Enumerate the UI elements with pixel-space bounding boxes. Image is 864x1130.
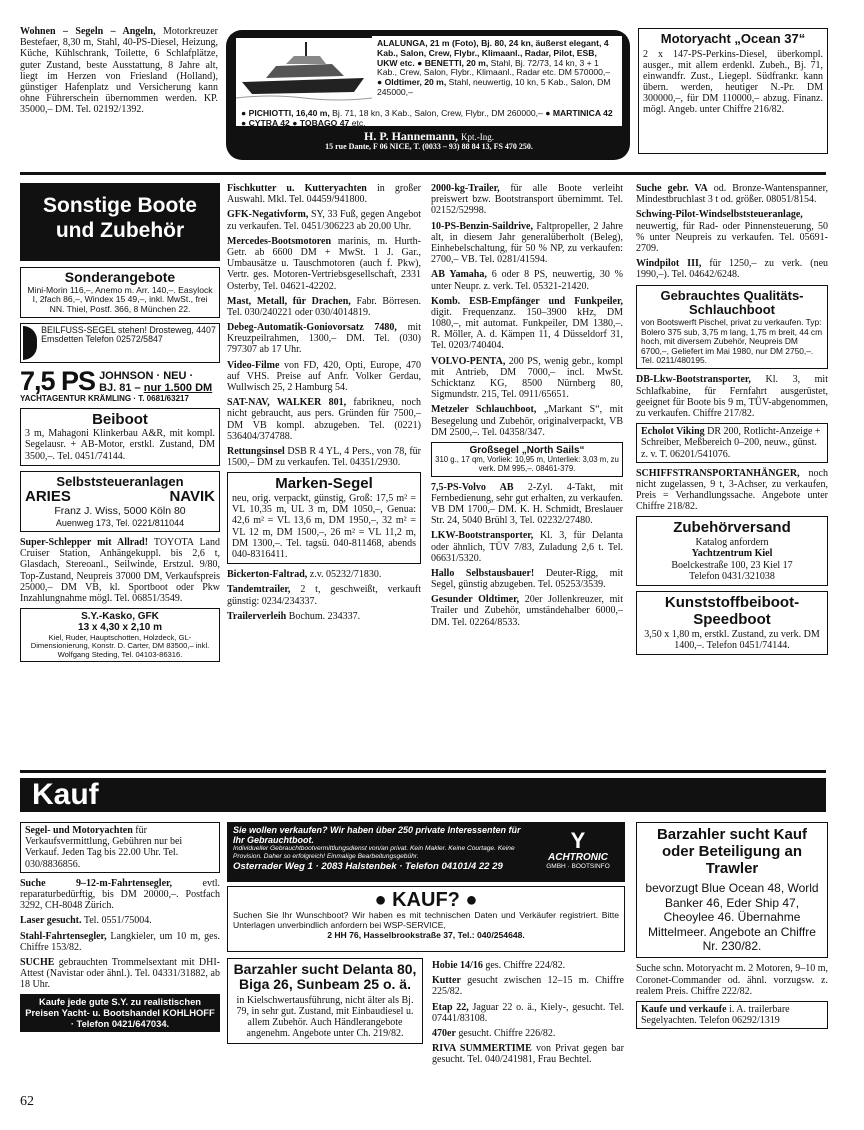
- ad-lead: Tandemtrailer,: [227, 584, 291, 596]
- ad-text: marinis, m. Hurth-Getr. ab 6600 DM + MwSt. 1 J. Gar., Umbausätze u. Tauschmotoren (auch f. Pkw), Vertr. ges. Motoren-Vertriebsgesellschaft, 2331 Osterby, Tel. 04621-42202.: [227, 235, 422, 292]
- classified-ad: [227, 209, 421, 231]
- hannemann-cytra: CYTRA 42: [248, 117, 290, 128]
- beilfuss-logo-icon: [23, 326, 37, 360]
- ad-text: 200 PS, wenig gebr., kompl mit Antrieb, DM 7000,– incl. MwSt. Schicktanz KG, 8500 Nürnberg 80, Sigmundstr. 215, Tel. 0911/65651.: [431, 355, 624, 401]
- ad-text: Kl. 3, mit Schlafkabine, für Fernfahrt ausgerüstet, geeignet für Boote bis 9 m, TÜV-abgenommen, zu verkaufen. Chiffre 217/82.: [636, 374, 828, 419]
- classified-ad: [431, 183, 623, 217]
- ad-marken-segel: [227, 472, 421, 564]
- yacht-image: [236, 38, 372, 108]
- classified-ad: [636, 468, 828, 513]
- ad-sub: Katalog anfordern: [695, 537, 769, 549]
- ad-lead: Komb. ESB-Empfänger und Funkpeiler,: [431, 295, 623, 307]
- ad-ocean37: [638, 28, 828, 154]
- ad-lead: Laser gesucht.: [20, 915, 82, 927]
- classified-ad: [20, 957, 220, 991]
- ad-lead: Stahl-Fahrtensegler,: [20, 930, 107, 942]
- column-4: [636, 183, 828, 660]
- classified-ad: [227, 569, 421, 580]
- ad-lead: Windpilot III,: [636, 258, 702, 270]
- ad-text: BEILFUSS-SEGEL stehen! Drosteweg, 4407 Emsdetten Telefon 02572/5847: [41, 324, 216, 345]
- hannemann-alalunga: ALALUNGA, 21 m (Foto), Bj. 80, 24 kn, äußerst elegant, 4 Kab., Salon, Crew, Flybr., Klimaanl., Radar, Pilot, ESB, UKW etc.: [377, 38, 609, 68]
- ad-text: von Bootswerft Pischel, privat zu verkaufen. Typ: Bolero 375 sub, 3,75 m lang, 1,75 m breit, 44 cm hoch, mit diversem Zubehör, Neupreis DM 6700,–, Geliefert im Mai 1980, nur DM 2750,–. Tel. 0211/480195.: [641, 317, 823, 365]
- ad-text: Langkieler, um 10 m, ges. Chiffre 153/82.: [20, 930, 221, 953]
- johnson-agent: YACHTAGENTUR KRÄMLING · T. 0681/63217: [20, 393, 189, 403]
- brand-aries: ARIES: [25, 488, 71, 506]
- ad-address: 2 HH 76, Hasselbrookstraße 37, Tel.: 040/254648.: [327, 929, 525, 940]
- ad-text: Individueller Gebrauchtbootvermittlungsdienst von/an privat. Kein Makler. Keine Courtage. Keine Provision. Daher so erfolgreich! Einmalige Bearbeitungsgebühr.: [233, 845, 515, 860]
- classified-ad: [431, 296, 623, 352]
- ad-title: Großsegel „North Sails“: [469, 444, 585, 456]
- hannemann-name: H. P. Hannemann,: [364, 129, 458, 143]
- ad-phone: Auenweg 173, Tel. 0221/811044: [55, 517, 185, 528]
- ad-text: Jaguar 22 o. ä., Kiely-, gesucht. Tel. 07441/83108.: [432, 1001, 625, 1024]
- ad-zubehoerversand: [636, 516, 828, 586]
- ad-text: gesucht. Chiffre 226/82.: [458, 1027, 556, 1039]
- kauf-column-4: [636, 822, 828, 1034]
- ad-text: mit Kreuzpeilrahmen, 1300,– DM. Tel. (030) 797307 ab 17 Uhr.: [227, 322, 421, 356]
- ad-lead: SAT-NAV, WALKER 801,: [227, 397, 347, 409]
- yacht-photo: [236, 38, 372, 108]
- johnson-price: nur 1.500 DM: [143, 382, 213, 395]
- ad-phone: Telefon 0431/321038: [689, 570, 775, 582]
- ad-lead: Segel- und Motoryachten: [25, 825, 133, 836]
- classified-ad: [636, 258, 828, 280]
- ad-company: Yachtzentrum Kiel: [691, 548, 773, 560]
- logo-text: ACHTRONIC: [548, 852, 608, 863]
- ad-text: z.v. 05232/71830.: [309, 569, 382, 581]
- hannemann-text-2: ● PICHIOTTI, 16,40 m, Bj. 71, 18 kn, 3 Kab., Salon, Crew, Flybr., DM 260000,– ● MARTINICA 42 ● CYTRA 42 ● TOBAGO 47 etc.: [236, 108, 622, 126]
- ad-lead: Suche 9–12-m-Fahrtensegler,: [20, 877, 173, 889]
- ad-lead: Hobie 14/16: [432, 960, 483, 971]
- ad-lead: GFK-Negativform,: [227, 209, 309, 221]
- ad-lead: Hallo Selbstausbauer!: [431, 567, 535, 579]
- ad-lead: Echolot Viking: [641, 426, 705, 438]
- ad-wsp-service: [227, 886, 625, 952]
- ad-title: S.Y.-Kasko, GFK: [81, 611, 159, 623]
- hannemann-title: Kpt.-Ing.: [460, 132, 494, 142]
- ad-kunststoffbeiboot: [636, 591, 828, 655]
- ad-lead: Bickerton-Faltrad,: [227, 569, 308, 581]
- ad-text: Motorkreuzer Bestefaer, 8,30 m, Stahl, 40-PS-Diesel, Heizung, Küche, Kühlschrank, Toilette, 6 Schlafplätze, guter Zustand, beste Ausstattung, 8 Jahre alt, liegt im Herzen von Friesland (Holland), günstiger Hafenplatz und Versicherung kann ohne Führerschein übernommen werden. KP. 35000,– DM. Tel. 02192/1392.: [20, 26, 219, 116]
- classified-ad: [431, 594, 623, 628]
- ad-text: Kl. 3, für Delanta oder ähnlich, TÜV 7/83, Zuladung 2,6 t. Tel. 06631/5320.: [431, 530, 623, 564]
- classified-ad: [20, 931, 220, 953]
- ad-text: gebrauchten Trommelsextant mit DHI-Attest (Navistar oder ähnl.). Tel. 04331/31882, ab 18 Uhr.: [20, 956, 220, 991]
- ad-kohlhoff: [20, 994, 220, 1032]
- classified-ad: [432, 975, 624, 997]
- ad-text: „Markant S“, mit Besegelung und Zubehör, originalverpackt, VB DM 2500,–. Tel. 04358/347.: [431, 404, 624, 438]
- ad-text: 20er Jollenkreuzer, mit Trailer und Zubehör, umständehalber 6000,– DM. Tel. 02264/8533.: [431, 594, 623, 628]
- hannemann-benetti-text: Stahl, Bj. 72/73, 14 kn, 3 + 1 Kab., Crew, Salon, Flybr., Klimaanl., Radar etc. DM 570000,–: [377, 57, 611, 78]
- ad-text: Bochum. 234337.: [288, 610, 361, 622]
- ad-text: Tel. 0551/75004.: [83, 915, 152, 927]
- johnson-name: JOHNSON · NEU ·: [99, 369, 194, 382]
- classified-ad: [431, 530, 623, 564]
- ad-text: in großer Auswahl. Mkl. Tel. 04459/941800.: [227, 183, 422, 206]
- top-left-column: [20, 26, 218, 120]
- ad-lead: Video-Filme: [227, 359, 280, 371]
- ad-text: SY, 33 Fuß, gegen Angebot zu verkaufen. Tel. 0451/306223 ab 20.00 Uhr.: [227, 209, 421, 232]
- hannemann-pichiotti: PICHIOTTI, 16,40 m,: [248, 108, 330, 118]
- hannemann-pichiotti-text: Bj. 71, 18 kn, 3 Kab., Salon, Crew, Flybr., DM 260000,–: [332, 108, 543, 118]
- ad-text: bevorzugt Blue Ocean 48, World Banker 46, Eder Ship 47, Cheoylee 46. Übernahme Mittelmeer. Angebote an Chiffre Nr. 230/82.: [645, 881, 819, 953]
- ad-text: von FD, 420, Opti, Europe, 470 auf VHS. Preise auf Anfr. Volker Gerdau, Wullwisch 25, 2 Hamburg 54.: [227, 359, 421, 393]
- classified-ad: [227, 611, 421, 622]
- ad-text: DR 200, Rotlicht-Anzeige + Schreiber, Meßbereich 0–200, neuw., günst. z. v. T. 06201/541076.: [641, 426, 821, 460]
- ad-lead: SUCHE: [20, 956, 55, 968]
- ad-text: TOYOTA Land Cruiser Station, Anhängekuppl. bis 2,6 t, Glasdach, Stereoanl., Seilwinde, Erstzul. 9/80, Top-Zustand, Neupreis 37000 DM, Verkaufspreis 25000,– DM VB, kl. Sportboot oder Pkw Inzahlungnahme mögl. Tel. 06851/3549.: [20, 537, 220, 604]
- hannemann-text: ALALUNGA, 21 m (Foto), Bj. 80, 24 kn, äußerst elegant, 4 Kab., Salon, Crew, Flybr., Klimaanl., Radar, Pilot, ESB, UKW etc. ● BENETTI, 20 m, Stahl, Bj. 72/73, 14 kn, 3 + 1 Kab., Crew, Salon, Flybr., Klimaanl., Radar etc. DM 570000,– ● Oldtimer, 20 m, Stahl, neuwertig, 10 kn, 5 Kab., Salon, DM 245000,–: [372, 36, 622, 126]
- classified-ad: [20, 915, 220, 926]
- ad-title: Marken-Segel: [275, 475, 373, 493]
- classified-ad: [432, 1028, 624, 1039]
- classified-ad: [227, 296, 421, 318]
- ad-text: Faltpropeller, 2 Jahre alt, in diesem Jahr generalüberholt (Beleg), Einhebelschaltung, für 50 % NP, zu verkaufen: 2700,– VB. Tel. 0281/41594.: [431, 220, 623, 266]
- classified-ad: [432, 1002, 624, 1024]
- classified-ad: [431, 221, 623, 266]
- ad-address: Osterrader Weg 1 · 2083 Halstenbek · Telefon 04101/4 22 29: [233, 860, 503, 872]
- ad-kasko: [20, 608, 220, 662]
- ad-echolot: [636, 423, 828, 463]
- ad-title: Zubehörversand: [673, 519, 791, 537]
- ad-title: Motoryacht „Ocean 37“: [660, 31, 806, 46]
- ad-lead: RIVA SUMMERTIME: [432, 1043, 532, 1055]
- classified-ad: [432, 960, 624, 971]
- ad-phone: 0421/647034.: [111, 1017, 170, 1029]
- ad-text: fabrikneu, noch nicht gebraucht, aus pers. Gründen für 7500,– DM VB kompl. abzugeben. Tel. (0221) 536404/374788.: [227, 397, 421, 442]
- brand-navik: NAVIK: [169, 488, 215, 506]
- ad-lead: DB-Lkw-Bootstransporter,: [636, 374, 751, 386]
- ad-lead: 2000-kg-Trailer,: [431, 183, 500, 194]
- johnson-year: BJ. 81 –: [99, 382, 141, 395]
- ad-text: 310 g., 17 qm, Vorliek: 10,95 m, Unterliek: 3,03 m, zu verk. DM 995,–. 08461-379.: [435, 455, 619, 473]
- ad-title: Selbststeueranlagen: [56, 473, 184, 489]
- classified-ad: [227, 446, 421, 468]
- classified-ad: [636, 183, 828, 205]
- ad-lead: LKW-Bootstransporter,: [431, 530, 534, 542]
- classified-ad: [227, 183, 421, 205]
- classified-ad: [431, 568, 623, 590]
- classified-ad: [227, 360, 421, 394]
- ad-text: 2 t, geschweißt, verkauft günstig: 0234/234337.: [227, 584, 421, 607]
- hannemann-footer: [256, 130, 602, 152]
- kauf-column-3: [432, 960, 624, 1070]
- kauf-column-1: [20, 822, 220, 1032]
- ad-lead: Super-Schlepper mit Allrad!: [20, 537, 149, 549]
- ad-text: 3 m, Mahagoni Klinkerbau A&R, mit kompl. Segelausr. + AB-Motor, erstkl. Zustand, DM 3500,–. Tel. 0451/74144.: [25, 428, 215, 462]
- wsp-title: KAUF?: [392, 889, 460, 911]
- ad-lead: Mast, Metall, für Drachen,: [227, 295, 351, 307]
- ad-barzahler-trawler: [636, 822, 828, 958]
- johnson-hp: 7,5 PS: [20, 365, 96, 396]
- ad-text: von Privat gegen bar gesucht. Tel. 040/241981, Frau Bechtel.: [432, 1043, 624, 1066]
- hannemann-oldtimer-text: Stahl, neuwertig, 10 kn, 5 Kab., Salon, DM 245000,–: [377, 77, 611, 97]
- classified-ad: [636, 374, 828, 419]
- classified-ad: [636, 963, 828, 997]
- ad-title: Sonderangebote: [64, 269, 176, 285]
- ad-text: digit. Frequenzanz. 150–3900 kHz, DM 1080,–, mit automat. Funkpeiler, DM 1380,–. R. Möller, A. d. Kämpen 11, 4 Düsseldorf 31, Tel. 0203/740404.: [431, 306, 623, 352]
- ad-text: für alle Boote verleiht preiswert bzw. Bootstransport übernimmt. Tel. 02152/52998.: [431, 183, 623, 217]
- ad-lead: AB Yamaha,: [431, 269, 487, 281]
- ad-address: Franz J. Wiss, 5000 Köln 80: [54, 505, 186, 518]
- ad-text: für 1250,– zu verk. (neu 1990,–). Tel. 04642/6248.: [636, 258, 829, 281]
- ad-title: Barzahler sucht Delanta 80, Biga 26, Sunbeam 25 o. ä.: [233, 961, 417, 993]
- ad-lead: 10-PS-Benzin-Saildrive,: [431, 220, 533, 232]
- ad-text: 6 oder 8 PS, neuwertig, 30 % unter Neupr. z. verk. Tel. 05321-21420.: [431, 269, 623, 292]
- classified-ad: [636, 209, 828, 254]
- classified-ad: [20, 878, 220, 912]
- hannemann-ad: [226, 30, 630, 160]
- section-heading-sonstige: Sonstige Boote und Zubehör: [20, 183, 220, 261]
- ad-sonderangebote: [20, 267, 220, 318]
- ad-lead: Schwing-Pilot-Windselbststeueranlage,: [636, 209, 803, 221]
- ad-selbststeuer: [20, 471, 220, 532]
- ad-barzahler-delanta: [227, 958, 423, 1044]
- classified-ad: [431, 269, 623, 291]
- ad-title: Gebrauchtes Qualitäts-Schlauchboot: [660, 287, 804, 318]
- column-1: [20, 183, 220, 667]
- ad-text: Kiel, Ruder, Hauptschotten, Holzdeck, GL-Dimensionierung, Konstr. D. Carter, DM 83500,– inkl.: [30, 632, 210, 651]
- ad-lead: Kutter: [432, 975, 461, 987]
- yachtronic-logo-icon: Y: [570, 828, 586, 853]
- ad-text: Fabr. Börresen. Tel. 030/240221 oder 030/4014819.: [227, 295, 422, 318]
- ad-lead: Wohnen – Segeln – Angeln,: [20, 26, 156, 37]
- page-number: 62: [20, 1094, 34, 1109]
- column-3: [431, 183, 623, 632]
- ad-text: Suchen Sie Ihr Wunschboot? Wir haben es mit technischen Daten und Verkäufer registriert. Bitte Unterlagen unverbindlich anfordern bei WSP-SERVICE,: [233, 910, 619, 931]
- ad-lead: Trailerverleih: [227, 610, 287, 622]
- ad-lead: Kaufe und verkaufe: [641, 1003, 727, 1015]
- classified-ad: [227, 236, 421, 292]
- ad-johnson: [20, 365, 220, 404]
- classified-ad: [227, 584, 421, 606]
- ad-qualitaets-schlauchboot: [636, 285, 828, 370]
- ad-text: noch nicht zugelassen, 9 t, 3-Achser, zu verkaufen, Preis = Verhandlungssache. Angebote unter Chiffre 218/82.: [636, 467, 828, 513]
- ad-title: ● KAUF? ●: [374, 889, 478, 911]
- logo-sub: GMBH · BOOTSINFO: [546, 863, 610, 871]
- classified-ad: [431, 482, 623, 527]
- ad-lead: Etap 22,: [432, 1001, 469, 1013]
- ad-grosssegel: [431, 442, 623, 477]
- ad-dims: 13 x 4,30 x 2,10 m: [78, 622, 162, 634]
- ad-text: Kaufe jede gute S.Y. zu realistischen Preisen Yacht- u. Bootshandel KOHLHOFF · Telefon: [25, 996, 215, 1029]
- ad-lead: Metzeler Schlauchboot,: [431, 404, 537, 416]
- ad-lead: Suche gebr. VA: [636, 183, 708, 194]
- ad-beiboot: [20, 408, 220, 466]
- ad-text: 2 x 147-PS-Perkins-Diesel, überkompl. ausger., mit allem erdenkl. Zubeh., Bj. 71, einwandfr. Zust., Liegepl. Südfrankr. kann übern. werden, heutiger N.-Pr. DM 300000,–, für DM 110000,– abzug. Finanz. mögl. Angeb. unter Chiffre 216/82.: [643, 48, 823, 116]
- ad-text: evtl. reparaturbedürftig, bis DM 20000,–. Postfach 3292, CH-8048 Zürich.: [20, 877, 220, 912]
- ad-text: Deuter-Rigg, mit Segel, günstig abzugeben. Tel. 05253/3539.: [431, 567, 623, 591]
- ad-text: Suche schn. Motoryacht m. 2 Motoren, 9–10 m, Coronet-Commander od. ähnl. vorzugsw. z. realem Preis. Chiffre 222/82.: [636, 963, 828, 997]
- hannemann-martinica: MARTINICA 42: [552, 108, 613, 118]
- ad-title: Kunststoffbeiboot-Speedboot: [664, 594, 800, 628]
- ad-title: Beiboot: [92, 410, 148, 428]
- ad-beilfuss: [20, 323, 220, 363]
- section-heading-kauf: Kauf: [20, 778, 826, 812]
- ad-text: in Kielschwertausführung, nicht älter als Bj. 79, in sehr gut. Zustand, mit Einbaudiesel u. allem Zubehör. Auch Händlerangebote angenehm. Angebote unter Ch. 219/82.: [236, 994, 414, 1040]
- ad-text: neu, orig. verpackt, günstig, Groß: 17,5 m² = VL 10,35 m, UL 3 m, DM 1050,–, Genua: 42,6 m² = VL 13,6 m, DM 1950,–, 32 m² = VL 12 m, DM 1500,–, 26 m² = VL 11,2 m, DM 1300,–. Tel. tagsü. 040-811468, abends 040-8316411.: [232, 493, 416, 561]
- section-divider: [20, 770, 826, 773]
- hannemann-oldtimer: Oldtimer, 20 m,: [384, 77, 447, 88]
- ad-text: 2-Zyl. 4-Takt, mit Fernbedienung, sehr gut erhalten, zu verkaufen. VB DM 1700,– DM. K. H. Schmidt, Breslauer Str. 24, 5040 Brühl 3, Tel. 02232/27480.: [431, 481, 623, 527]
- ad-text: 3,50 x 1,80 m, erstkl. Zustand, zu verk. DM 1400,–. Telefon 0451/74144.: [644, 628, 820, 651]
- ad-lead: 470er: [432, 1027, 456, 1039]
- hannemann-benetti: BENETTI, 20 m,: [424, 57, 489, 68]
- yachtronic-logo: [537, 830, 619, 870]
- ad-lead: Rettungsinsel: [227, 445, 285, 457]
- ad-text: Mini-Morin 116,–, Anemo m. Arr. 140,–. Easylock I, 2fach 86,–, Windex 15 49,–, inkl. MwSt., frei NN. Thiel, Postf. 366, 8 München 22.: [27, 284, 213, 314]
- classified-ad: [227, 397, 421, 442]
- classified-ad: [431, 356, 623, 401]
- ad-text: neuwertig, für Rad- oder Pinnensteuerung, 50 % unter Neupreis zu verkaufen. Tel. 05691-2709.: [636, 220, 828, 254]
- ad-lead: Gesunder Oldtimer,: [431, 594, 520, 606]
- column-2: [227, 183, 421, 626]
- ad-address: Boelckestraße 100, 23 Kiel 17: [671, 559, 793, 571]
- ad-yachtronic: [227, 822, 625, 882]
- ad-text: ges. Chiffre 224/82.: [485, 960, 566, 971]
- classified-ad: [431, 404, 623, 438]
- ad-wohnen: [20, 26, 218, 116]
- ad-schlepper: [20, 537, 220, 604]
- ad-segel-motoryachten: [20, 822, 220, 873]
- ad-title: Barzahler sucht Kauf oder Beteiligung an Trawler: [656, 826, 808, 877]
- ad-text: od. Bronze-Wantenspanner, Mindestbruchlast 3 t od. größer. 08051/8154.: [636, 183, 829, 206]
- ad-lead: VOLVO-PENTA,: [431, 355, 506, 367]
- ad-trailer-yachten: [636, 1001, 828, 1029]
- ad-contact: Wolfgang Steding, Tel. 04103-86316.: [57, 649, 183, 659]
- ad-lead: Fischkutter u. Kutteryachten: [227, 183, 367, 194]
- section-divider: [20, 172, 826, 175]
- hannemann-tobago: TOBAGO 47: [299, 117, 350, 128]
- ad-title: Sie wollen verkaufen? Wir haben über 250 private Interessenten für Ihr Gebrauchtboot.: [233, 825, 521, 846]
- ad-text: DSB R 4 YL, 4 Pers., von 78, für 1500,– DM zu verkaufen. Tel. 04351/2930.: [227, 445, 422, 469]
- hannemann-address: 15 rue Dante, F 06 NICE, T. (0033 – 93) 88 84 13, FS 470 250.: [325, 142, 533, 152]
- ad-text: für Verkaufsvermittlung, Gebühren nur bei Verkauf. Jeden Tag bis 22.00 Uhr. Tel. 030/8836856.: [25, 825, 183, 870]
- ad-text: i. A. trailerbare Segelyachten. Telefon 06292/1319: [641, 1003, 790, 1027]
- ad-lead: Mercedes-Bootsmotoren: [227, 235, 332, 247]
- classified-ad: [227, 322, 421, 356]
- classified-ad: [432, 1043, 624, 1065]
- ad-lead: 7,5-PS-Volvo AB: [431, 481, 514, 493]
- col2-list: [227, 183, 421, 468]
- hannemann-etc: etc.: [351, 117, 366, 128]
- ad-lead: SCHIFFSTRANSPORTANHÄNGER,: [636, 467, 800, 479]
- ad-text: gesucht zwischen 12–15 m. Chiffre 225/82.: [432, 975, 625, 998]
- ad-lead: Debeg-Automatik-Goniovorsatz 7480,: [227, 322, 397, 334]
